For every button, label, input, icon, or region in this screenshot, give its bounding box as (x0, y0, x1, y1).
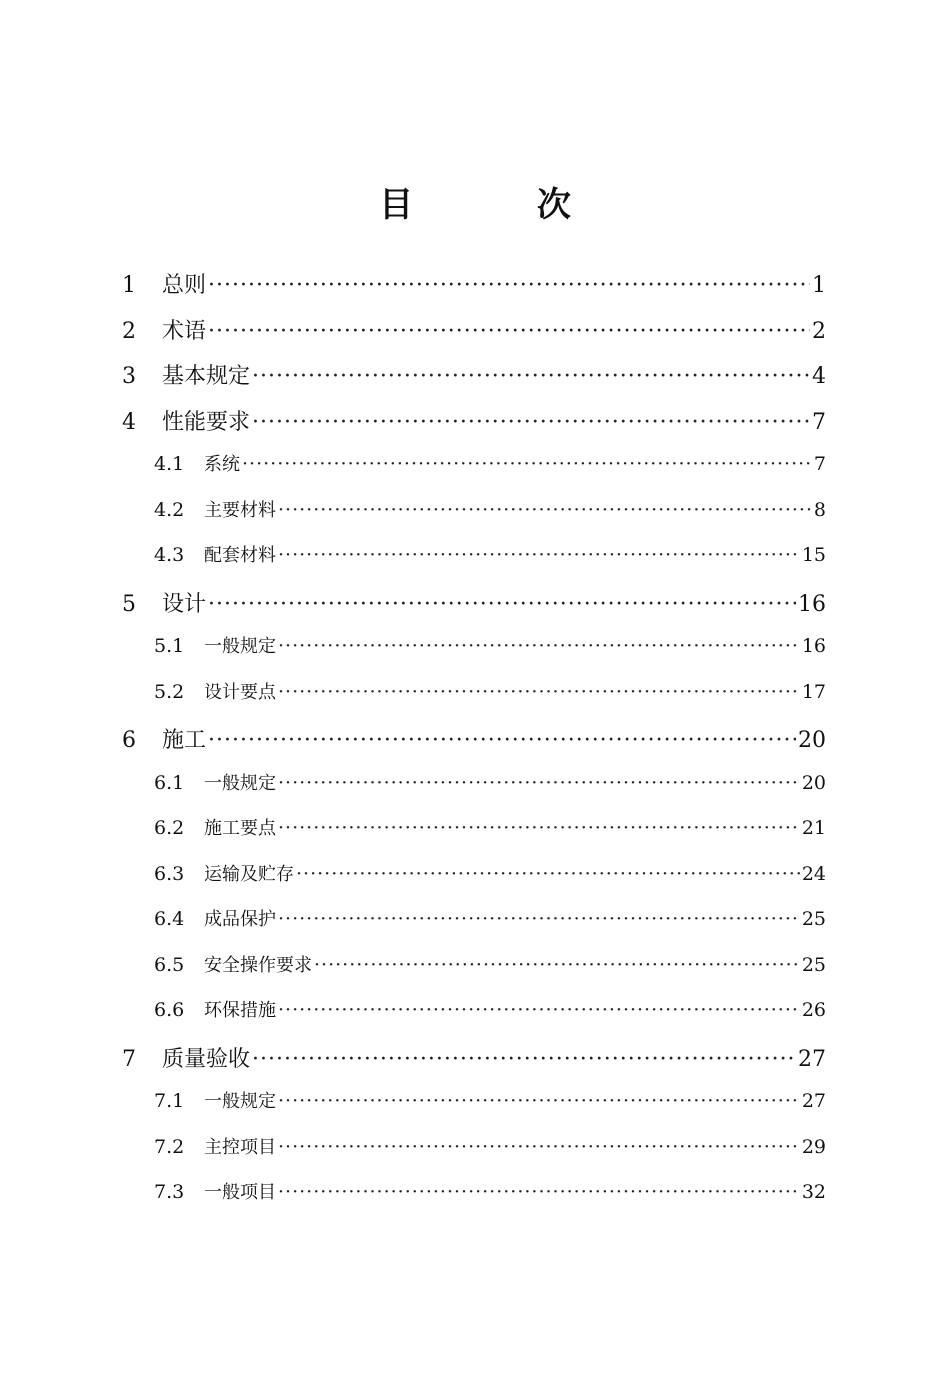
toc-entry-number: 6.2 (154, 817, 185, 839)
dot-leader (208, 592, 796, 617)
toc-entry[interactable] (122, 268, 826, 299)
toc-entry-page-number: 2 (812, 318, 826, 344)
dot-leader (296, 863, 800, 885)
dot-leader (252, 410, 810, 435)
dot-leader (208, 273, 810, 298)
toc-entry-title: 质量验收 (162, 1046, 251, 1072)
toc-entry[interactable] (122, 632, 826, 658)
toc-entry-page-number: 26 (801, 999, 826, 1021)
toc-entry-number: 2 (122, 318, 136, 344)
toc-entry-number: 7 (122, 1046, 136, 1072)
dot-leader (278, 1090, 800, 1112)
toc-entry[interactable] (122, 1042, 826, 1073)
toc-entry-number: 5.2 (154, 680, 185, 703)
toc-entry-number: 5.1 (154, 635, 185, 657)
toc-entry-number: 4.1 (154, 453, 185, 475)
toc-entry[interactable] (122, 450, 826, 476)
toc-entry-number: 7.3 (154, 1181, 185, 1203)
toc-entry[interactable] (122, 860, 826, 886)
toc-entry-title: 主要材料 (204, 499, 276, 521)
toc-entry-title: 环保措施 (204, 1000, 276, 1021)
toc-entry-title: 性能要求 (162, 409, 251, 435)
toc-entry-page-number: 4 (812, 364, 826, 389)
toc-entry-title: 一般规定 (204, 636, 276, 657)
toc-entry-page-number: 15 (801, 544, 826, 566)
toc-entry[interactable] (122, 996, 826, 1022)
toc-entry-page-number: 24 (801, 862, 826, 885)
toc-entry-title: 施工 (162, 728, 207, 753)
toc-entry[interactable] (122, 905, 826, 931)
toc-entry-page-number: 27 (798, 1046, 826, 1072)
toc-entry-page-number: 32 (801, 1181, 826, 1203)
toc-entry-number: 6.1 (154, 771, 185, 794)
toc-entry[interactable] (122, 1087, 826, 1113)
toc-entry-title: 成品保护 (204, 909, 276, 930)
dot-leader (278, 544, 800, 566)
toc-entry-title: 配套材料 (204, 545, 276, 566)
toc-entry-page-number: 29 (801, 1135, 826, 1158)
toc-entry-number: 6.3 (154, 862, 185, 885)
toc-entry-number: 6.5 (154, 953, 185, 976)
toc-entry-title: 一般规定 (204, 772, 276, 794)
toc-entry[interactable] (122, 1133, 826, 1159)
toc-entry-title: 施工要点 (204, 818, 276, 839)
toc-entry-title: 总则 (162, 273, 207, 298)
dot-leader (208, 728, 796, 753)
toc-entry-number: 5 (122, 591, 136, 617)
toc-entry[interactable] (122, 314, 826, 345)
dot-leader (278, 772, 800, 794)
dot-leader (278, 499, 812, 521)
toc-entry-page-number: 16 (801, 635, 826, 657)
dot-leader (242, 453, 812, 475)
toc-entry-page-number: 7 (812, 409, 826, 435)
toc-entry-page-number: 25 (801, 908, 826, 930)
toc-entry-title: 术语 (162, 318, 207, 344)
toc-entry-page-number: 16 (798, 591, 826, 617)
dot-leader (278, 908, 800, 930)
toc-entry-number: 7.2 (154, 1135, 185, 1158)
toc-entry-title: 系统 (204, 454, 240, 475)
toc-entry-page-number: 8 (813, 498, 826, 521)
toc-entry[interactable] (122, 723, 826, 754)
toc-entry[interactable] (122, 587, 826, 618)
dot-leader (278, 817, 800, 839)
toc-entry[interactable] (122, 769, 826, 795)
toc-entry-number: 4.3 (154, 544, 185, 566)
toc-entry-number: 1 (122, 273, 136, 298)
toc-entry-title: 主控项目 (204, 1136, 276, 1158)
dot-leader (278, 1181, 800, 1203)
dot-leader (208, 319, 810, 344)
dot-leader (278, 635, 800, 657)
toc-entry-number: 6.6 (154, 999, 185, 1021)
toc-entry[interactable] (122, 678, 826, 704)
toc-entry-number: 3 (122, 364, 136, 389)
toc-entry-number: 6.4 (154, 908, 185, 930)
toc-entry[interactable] (122, 405, 826, 436)
toc-entry-number: 4.2 (154, 498, 185, 521)
toc-entry-number: 4 (122, 409, 136, 435)
toc-entry[interactable] (122, 951, 826, 977)
toc-entry-title: 一般规定 (204, 1091, 276, 1112)
toc-entry[interactable] (122, 814, 826, 840)
dot-leader (278, 1136, 800, 1158)
page-title: 目 次 (379, 185, 627, 225)
toc-entry-page-number: 25 (801, 953, 826, 976)
toc-entry[interactable] (122, 1178, 826, 1204)
toc-entry-page-number: 20 (801, 771, 826, 794)
toc-entry-title: 一般项目 (204, 1182, 276, 1203)
toc-entry-title: 设计 (162, 591, 207, 617)
dot-leader (278, 681, 800, 703)
toc-entry-page-number: 7 (813, 453, 826, 475)
toc-entry-page-number: 17 (801, 680, 826, 703)
dot-leader (252, 1047, 796, 1072)
toc-entry-page-number: 1 (812, 273, 826, 298)
toc-entry-number: 6 (122, 728, 136, 753)
dot-leader (252, 364, 810, 389)
toc-entry-page-number: 27 (801, 1090, 826, 1112)
toc-entry-page-number: 21 (801, 817, 826, 839)
toc-entry-title: 设计要点 (204, 681, 276, 703)
toc-entry-title: 安全操作要求 (204, 954, 312, 976)
toc-entry[interactable] (122, 359, 826, 390)
toc-entry-number: 7.1 (154, 1090, 185, 1112)
dot-leader (314, 954, 800, 976)
toc-entry-title: 运输及贮存 (204, 863, 294, 885)
toc-entry-title: 基本规定 (162, 364, 251, 389)
toc-entry-page-number: 20 (798, 728, 826, 753)
toc-entry[interactable] (122, 496, 826, 522)
toc-entry[interactable] (122, 541, 826, 567)
dot-leader (278, 999, 800, 1021)
